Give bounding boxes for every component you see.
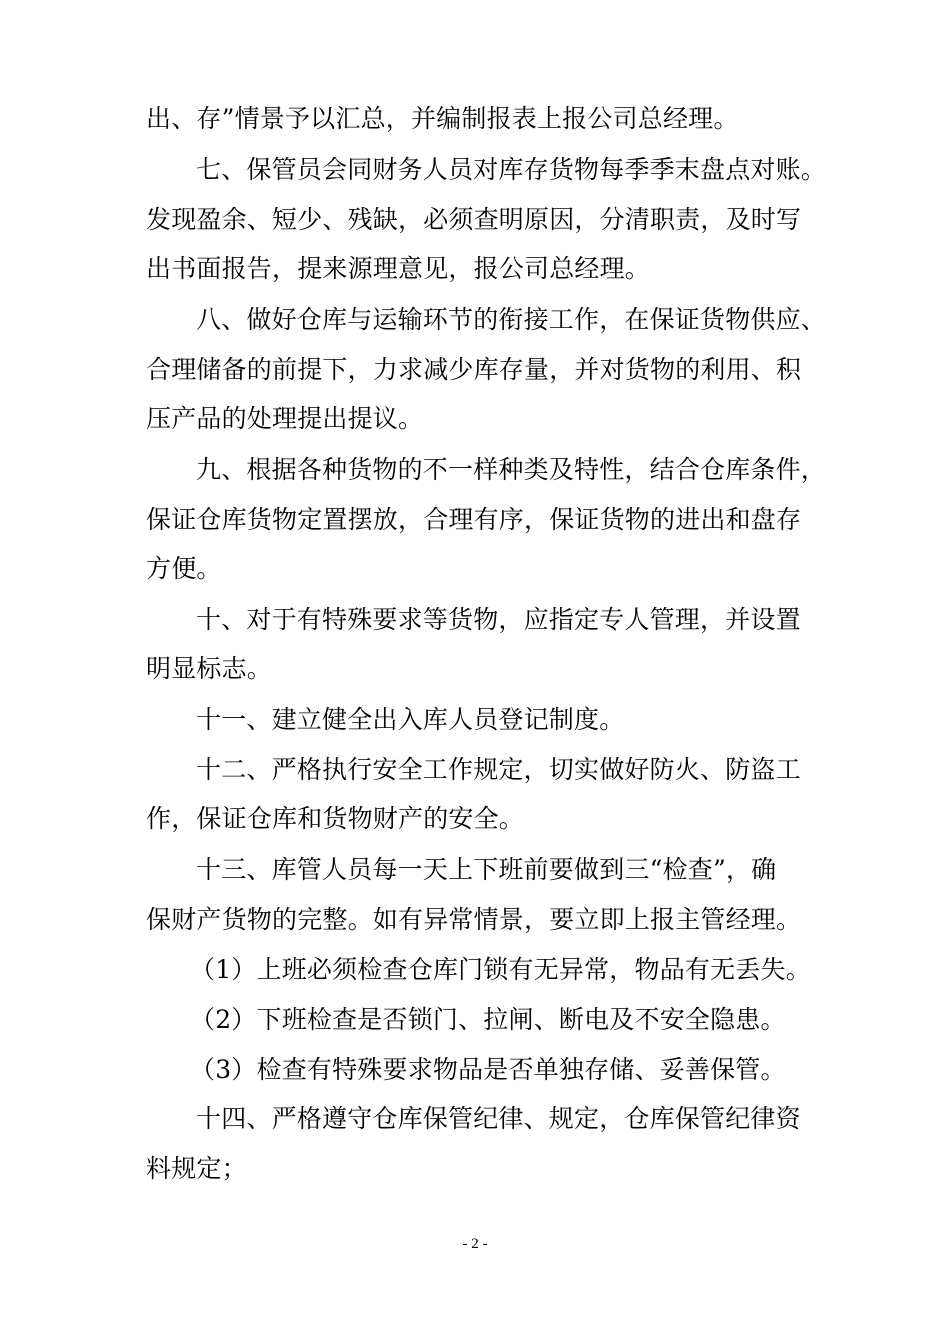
text-line: 十、对于有特殊要求等货物，应指定专人管理，并设置 bbox=[196, 605, 801, 634]
text-line: 十二、严格执行安全工作规定，切实做好防火、防盗工 bbox=[196, 755, 801, 784]
text-line: （3）检查有特殊要求物品是否单独存储、妥善保管。 bbox=[190, 1055, 786, 1084]
text-line: 作，保证仓库和货物财产的安全。 bbox=[146, 804, 525, 833]
text-line: 明显标志。 bbox=[146, 654, 273, 683]
text-line: 八、做好仓库与运输环节的衔接工作，在保证货物供应、 bbox=[196, 305, 827, 334]
text-line: （1）上班必须检查仓库门锁有无异常，物品有无丢失。 bbox=[190, 955, 811, 984]
text-line: 七、保管员会同财务人员对库存货物每季季末盘点对账。 bbox=[196, 155, 827, 184]
text-line: 十一、建立健全出入库人员登记制度。 bbox=[196, 705, 625, 734]
text-line: 压产品的处理提出提议。 bbox=[146, 404, 424, 433]
page-number: - 2 - bbox=[462, 1236, 488, 1252]
text-line: 合理储备的前提下，力求减少库存量，并对货物的利用、积 bbox=[146, 355, 802, 384]
text-line: 出书面报告，提来源理意见，报公司总经理。 bbox=[146, 254, 651, 283]
text-line: 九、根据各种货物的不一样种类及特性，结合仓库条件， bbox=[196, 455, 827, 484]
text-line: 出、存”情景予以汇总，并编制报表上报公司总经理。 bbox=[146, 104, 739, 133]
text-line: 十四、严格遵守仓库保管纪律、规定，仓库保管纪律资 bbox=[196, 1104, 801, 1133]
text-line: 方便。 bbox=[146, 554, 222, 583]
text-line: 料规定； bbox=[146, 1154, 247, 1183]
text-line: 保财产货物的完整。如有异常情景，要立即上报主管经理。 bbox=[146, 905, 802, 934]
text-line: （2）下班检查是否锁门、拉闸、断电及不安全隐患。 bbox=[190, 1005, 786, 1034]
text-line: 十三、库管人员每一天上下班前要做到三“检查”，确 bbox=[196, 855, 777, 884]
text-line: 保证仓库货物定置摆放，合理有序，保证货物的进出和盘存 bbox=[146, 505, 802, 534]
text-line: 发现盈余、短少、残缺，必须查明原因，分清职责，及时写 bbox=[146, 205, 802, 234]
